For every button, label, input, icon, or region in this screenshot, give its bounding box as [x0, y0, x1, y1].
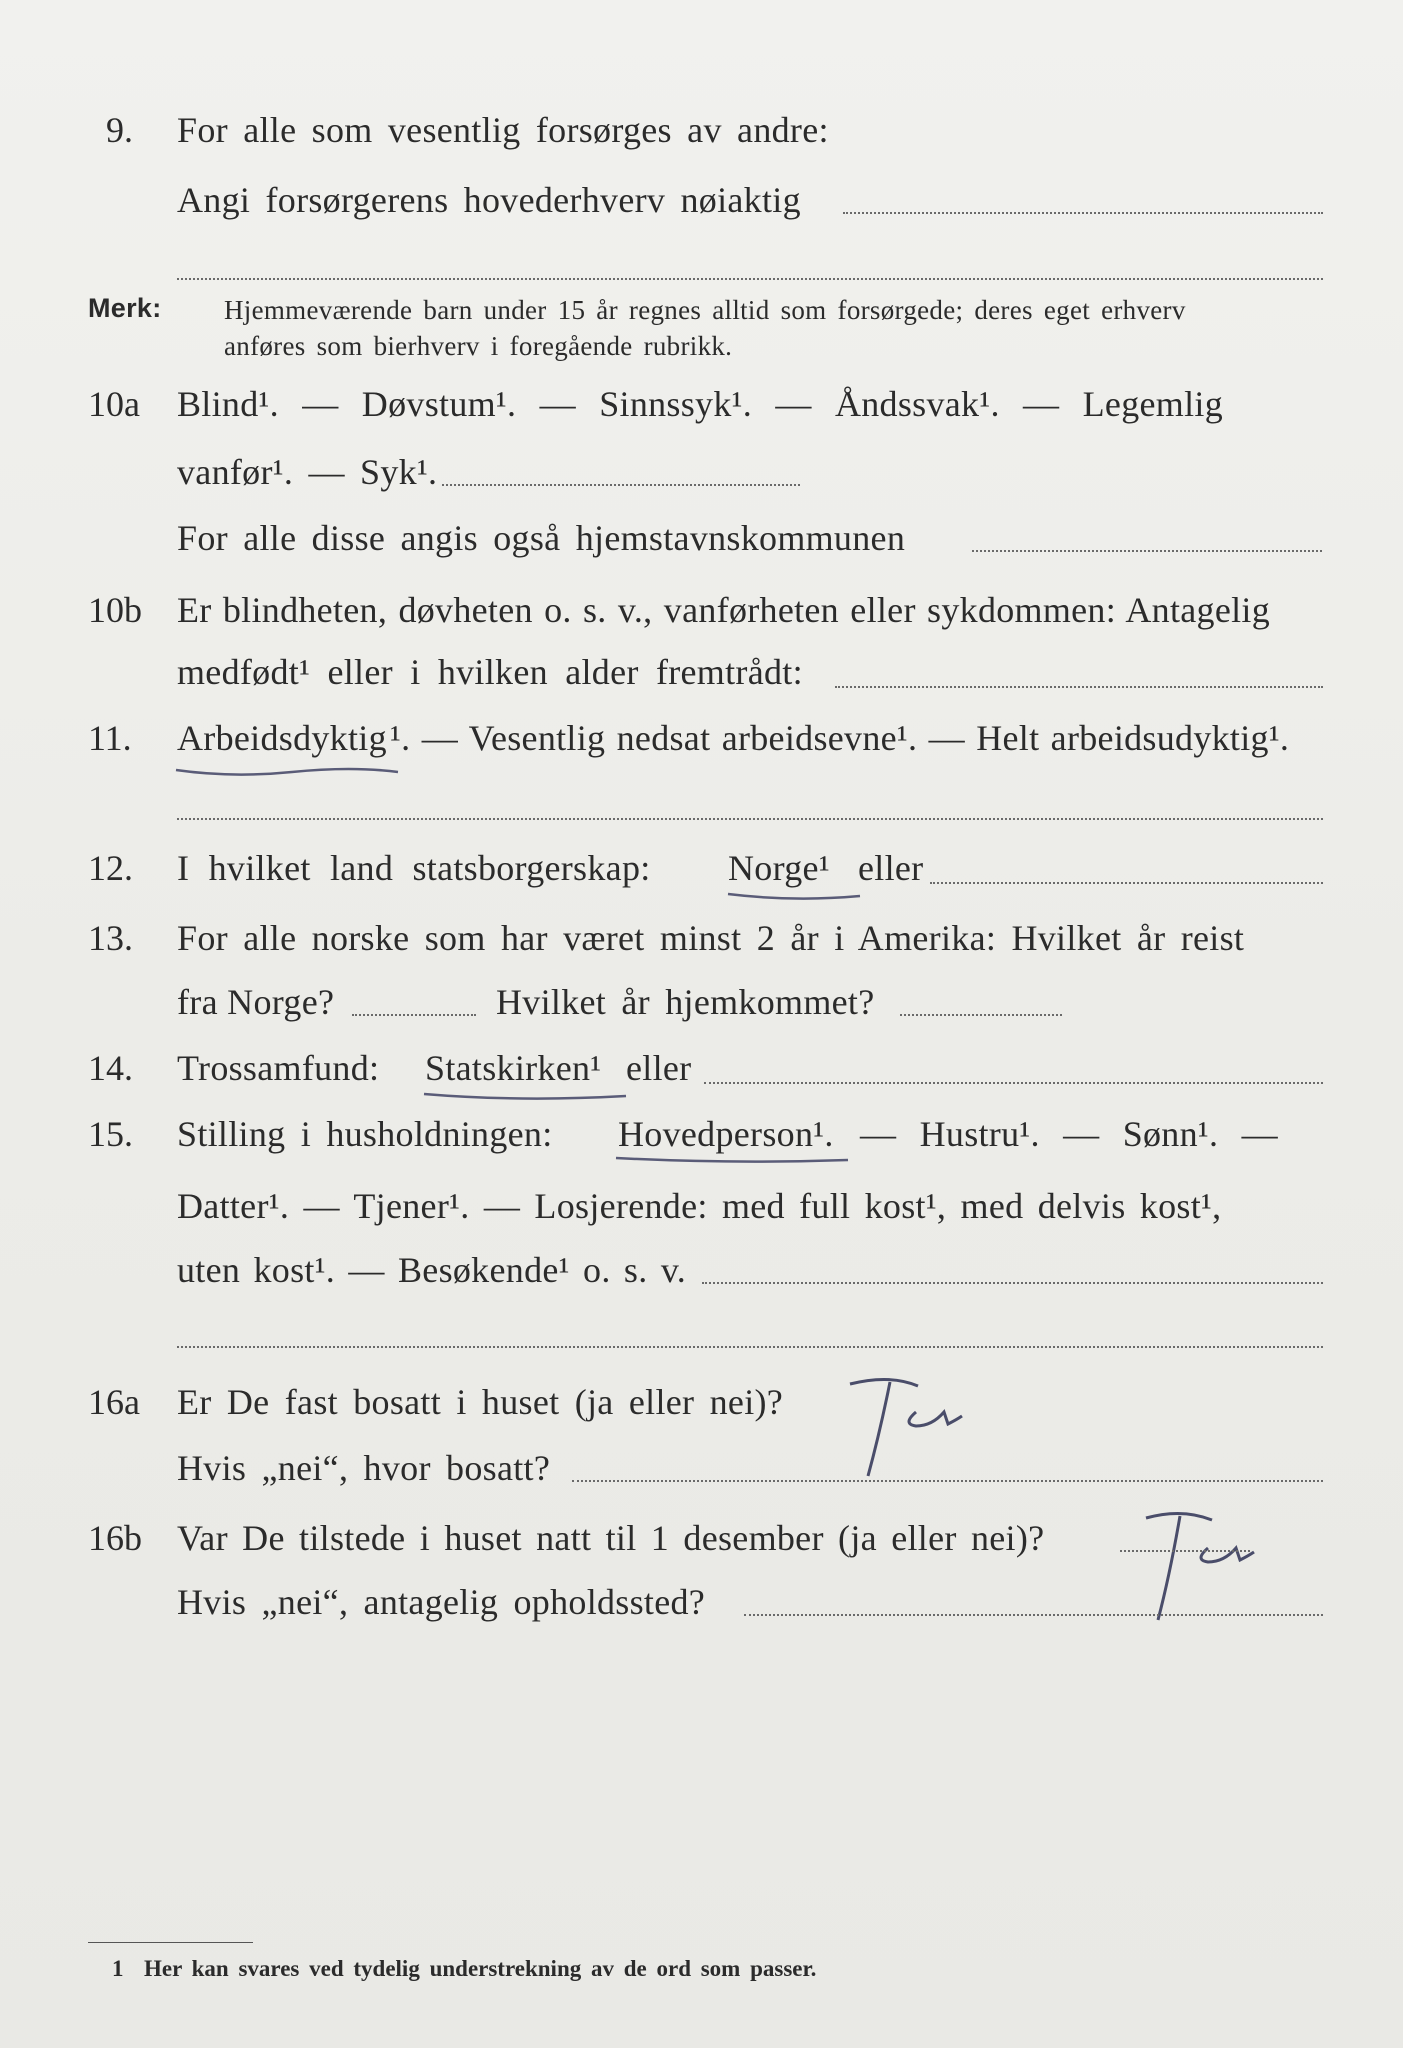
q10a-number: 10a	[88, 384, 140, 424]
q9-number: 9.	[106, 110, 133, 150]
q13-number: 13.	[88, 918, 133, 958]
q13-year-return-line	[900, 1014, 1062, 1016]
q13-line1: For alle norske som har været minst 2 år i Amerika: Hvilket år reist	[177, 918, 1245, 958]
q12-handwritten-underline	[724, 888, 864, 904]
q15-line3: uten kost¹. — Besøkende¹ o. s. v.	[177, 1250, 687, 1290]
footnote-rule	[88, 1942, 253, 1943]
q10b-line1: Er blindheten, døvheten o. s. v., vanførheten eller sykdommen: Antagelig	[177, 590, 1271, 630]
q16b-line1: Var De tilstede i huset natt til 1 desember (ja eller nei)?	[177, 1518, 1045, 1558]
q16b-answer-line	[1120, 1550, 1250, 1552]
q9-line1: For alle som vesentlig forsørges av andre:	[177, 110, 829, 150]
q11-text-underlined: Arbeidsdyktig	[177, 718, 387, 758]
q14-answer-line	[704, 1082, 1323, 1084]
q13-line2b: Hvilket år hjemkommet?	[496, 982, 875, 1022]
q15-line1a: Stilling i husholdningen:	[177, 1114, 553, 1154]
q12-norge: Norge¹	[728, 848, 830, 888]
q15-number: 15.	[88, 1114, 133, 1154]
q16a-handwritten-answer	[820, 1372, 970, 1482]
footnote-text: Her kan svares ved tydelig understrekning av de ord som passer.	[144, 1956, 817, 1981]
footnote-mark: 1	[112, 1956, 124, 1981]
q10a-line3: For alle disse angis også hjemstavnskommunen	[177, 518, 906, 558]
q10b-number: 10b	[88, 590, 142, 630]
q16b-line2: Hvis „nei“, antagelig opholdssted?	[177, 1582, 706, 1622]
q13-year-left-line	[352, 1014, 476, 1016]
q16a-line2: Hvis „nei“, hvor bosatt?	[177, 1448, 551, 1488]
q9-answer-line	[843, 212, 1323, 214]
q16a-number: 16a	[88, 1382, 140, 1422]
q14-handwritten-underline	[420, 1088, 630, 1104]
q15-answer-line-2	[177, 1346, 1323, 1348]
q16b-number: 16b	[88, 1518, 142, 1558]
q15-line2: Datter¹. — Tjener¹. — Losjerende: med full kost¹, med delvis kost¹,	[177, 1186, 1222, 1226]
q10b-line2: medfødt¹ eller i hvilken alder fremtrådt:	[177, 652, 803, 692]
merk-line2: anføres som bierhverv i foregående rubrikk.	[224, 331, 733, 361]
q12-number: 12.	[88, 848, 133, 888]
q10b-answer-line	[835, 686, 1323, 688]
q12-text: I hvilket land statsborgerskap:	[177, 848, 651, 888]
q11-answer-line	[177, 818, 1323, 820]
q16a-answer-line	[572, 1480, 1323, 1482]
q12-eller: eller	[858, 848, 924, 888]
q10a-line2: vanfør¹. — Syk¹.	[177, 452, 438, 492]
q12-answer-line	[930, 882, 1323, 884]
merk-line1: Hjemmeværende barn under 15 år regnes alltid som forsørgede; deres eget erhverv	[224, 295, 1186, 325]
q16b-handwritten-answer	[1120, 1504, 1260, 1624]
q14-eller: eller	[626, 1048, 692, 1088]
q10a-line1: Blind¹. — Døvstum¹. — Sinnssyk¹. — Åndssvak¹. — Legemlig	[177, 384, 1223, 424]
q15-hovedperson: Hovedperson¹.	[618, 1114, 834, 1154]
q15-handwritten-underline	[612, 1152, 852, 1170]
q10a-answer-line	[442, 484, 800, 486]
q13-line2a: fra Norge?	[177, 982, 335, 1022]
q15-line1c: — Hustru¹. — Sønn¹. —	[860, 1114, 1278, 1154]
q14-label: Trossamfund:	[177, 1048, 380, 1088]
q16b-place-line	[744, 1614, 1323, 1616]
merk-label: Merk:	[88, 293, 162, 323]
q14-statskirken: Statskirken¹	[425, 1048, 602, 1088]
q11-number: 11.	[88, 718, 132, 758]
q16a-line1: Er De fast bosatt i huset (ja eller nei)?	[177, 1382, 784, 1422]
q14-number: 14.	[88, 1048, 133, 1088]
q9-answer-line-2	[177, 278, 1323, 280]
q10a-home-line	[972, 550, 1322, 552]
q9-line2: Angi forsørgerens hovederhverv nøiaktig	[177, 180, 801, 220]
q11-text-rest: ¹. — Vesentlig nedsat arbeidsevne¹. — Helt arbeidsudyktig¹.	[390, 718, 1290, 758]
q11-handwritten-underline	[172, 760, 402, 780]
q15-answer-line	[702, 1282, 1323, 1284]
